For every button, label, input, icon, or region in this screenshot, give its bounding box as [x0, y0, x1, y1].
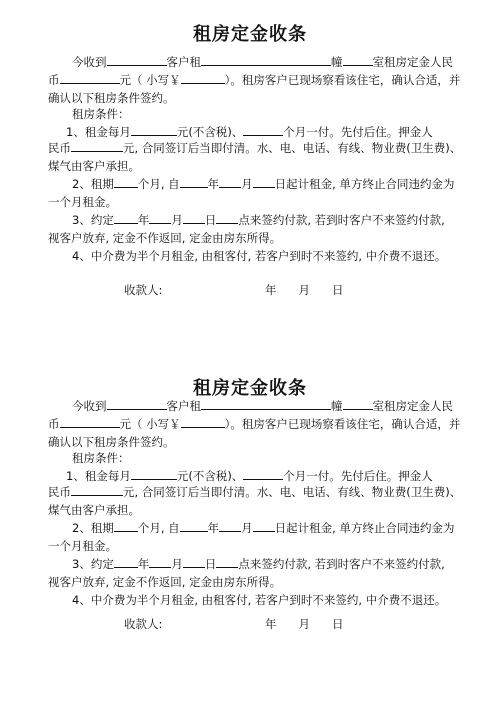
blank-months — [243, 124, 283, 136]
text: 年 — [207, 521, 220, 535]
blank-building — [343, 54, 373, 66]
blank-deposit — [71, 140, 123, 152]
line-utilities: 煤气由客户承担。 — [48, 159, 140, 173]
date-fields — [265, 282, 366, 298]
blank-appt-hour — [216, 556, 238, 568]
text: 月 — [241, 521, 253, 535]
text: 元（ 小写￥ — [119, 73, 181, 87]
text: 点来签约付款, 若到时客户不来签约付款, — [238, 557, 445, 571]
text: 幢 — [331, 55, 343, 69]
blank-start-month — [219, 520, 241, 532]
text: ）。租房客户已现场察看该住宅，确认合适，并 — [224, 417, 461, 431]
line-amount — [48, 72, 468, 88]
text: 1、租金每月 — [66, 469, 131, 483]
blank-rent — [131, 468, 177, 480]
text: 币 — [48, 417, 60, 431]
text: 个月一付。先付后住。押金人 — [283, 125, 433, 139]
text: 2、租期 — [72, 521, 114, 535]
text: 日起计租金, 单方终止合同违约金为 — [274, 521, 455, 535]
month-label: 月 — [298, 617, 310, 631]
blank-term-months — [114, 520, 138, 532]
blank-start-day — [253, 520, 275, 532]
blank-term-months — [114, 176, 138, 188]
line-term — [72, 176, 492, 192]
text: 年 — [207, 177, 220, 191]
payee-label: 收款人: — [124, 617, 163, 631]
payee-label: 收款人: — [124, 283, 163, 297]
blank-amount-figures — [181, 416, 225, 428]
blank-property — [201, 398, 331, 410]
blank-amount-figures — [181, 72, 225, 84]
blank-appt-month — [149, 212, 171, 224]
day-label: 日 — [332, 617, 344, 631]
blank-appt-hour — [216, 212, 238, 224]
text: 元（ 小写￥ — [119, 417, 181, 431]
blank-amount-words — [60, 416, 120, 428]
blank-appt-year — [114, 212, 138, 224]
text: 日 — [204, 557, 217, 571]
text: 日 — [204, 213, 217, 227]
blank-start-day — [253, 176, 275, 188]
blank-customer — [107, 398, 167, 410]
text: 幢 — [331, 399, 343, 413]
text: 月 — [171, 557, 183, 571]
blank-amount-words — [60, 72, 120, 84]
blank-appt-day — [183, 556, 205, 568]
line-received — [72, 54, 492, 70]
text: 民币 — [48, 141, 71, 155]
text: 室租房定金人民 — [372, 399, 453, 413]
receipt-bottom — [0, 354, 500, 708]
text: 币 — [48, 73, 60, 87]
text: 个月, 自 — [137, 177, 180, 191]
text: 年 — [137, 557, 150, 571]
text: 月 — [241, 177, 253, 191]
year-label: 年 — [265, 617, 277, 631]
blank-start-year — [180, 176, 208, 188]
blank-months — [243, 468, 283, 480]
line-agency-fee: 4、中介费为半个月租金, 由租客付, 若客户到时不来签约, 中介费不退还。 — [72, 249, 447, 263]
line-forfeit: 视客户放弃, 定金不作返回, 定金由房东所得。 — [48, 575, 282, 589]
text: 元, 合同签订后当即付清。水、电、电话、有线、物业费(卫生费)、 — [123, 485, 462, 499]
day-label: 日 — [332, 283, 344, 297]
blank-appt-day — [183, 212, 205, 224]
line-term — [72, 520, 492, 536]
line-rent — [66, 468, 486, 484]
line-forfeit: 视客户放弃, 定金不作返回, 定金由房东所得。 — [48, 231, 282, 245]
text: 元, 合同签订后当即付清。水、电、电话、有线、物业费(卫生费)、 — [123, 141, 462, 155]
text: 个月一付。先付后住。押金人 — [283, 469, 433, 483]
line-confirm: 确认以下租房条件签约。 — [48, 91, 175, 105]
line-penalty: 一个月租金。 — [48, 195, 117, 209]
text: 年 — [137, 213, 150, 227]
line-rent — [66, 124, 486, 140]
year-label: 年 — [265, 283, 277, 297]
text: 元(不含税)、 — [176, 469, 244, 483]
blank-building — [343, 398, 373, 410]
blank-customer — [107, 54, 167, 66]
line-conditions-heading: 租房条件： — [72, 451, 130, 465]
line-deposit — [48, 484, 468, 500]
text: 今收到 — [72, 399, 107, 413]
text: 今收到 — [72, 55, 107, 69]
line-conditions-heading: 租房条件： — [72, 107, 130, 121]
blank-start-year — [180, 520, 208, 532]
blank-appt-year — [114, 556, 138, 568]
receipt-title: 租房定金收条 — [193, 378, 307, 399]
text: 个月, 自 — [137, 521, 180, 535]
line-agency-fee: 4、中介费为半个月租金, 由租客付, 若客户到时不来签约, 中介费不退还。 — [72, 593, 447, 607]
blank-start-month — [219, 176, 241, 188]
text: 月 — [171, 213, 183, 227]
line-penalty: 一个月租金。 — [48, 539, 117, 553]
line-received — [72, 398, 492, 414]
blank-appt-month — [149, 556, 171, 568]
text: 1、租金每月 — [66, 125, 131, 139]
text: 民币 — [48, 485, 71, 499]
line-appointment — [72, 212, 492, 228]
line-amount — [48, 416, 468, 432]
text: 2、租期 — [72, 177, 114, 191]
blank-rent — [131, 124, 177, 136]
text: ）。租房客户已现场察看该住宅，确认合适，并 — [224, 73, 461, 87]
line-utilities: 煤气由客户承担。 — [48, 503, 140, 517]
line-confirm: 确认以下租房条件签约。 — [48, 435, 175, 449]
text: 日起计租金, 单方终止合同违约金为 — [274, 177, 455, 191]
line-appointment — [72, 556, 492, 572]
text: 3、约定 — [72, 213, 114, 227]
text: 元(不含税)、 — [176, 125, 244, 139]
line-deposit — [48, 140, 468, 156]
blank-deposit — [71, 484, 123, 496]
text: 3、约定 — [72, 557, 114, 571]
receipt-title: 租房定金收条 — [193, 24, 307, 45]
blank-property — [201, 54, 331, 66]
date-fields — [265, 616, 366, 632]
text: 客户租 — [166, 55, 201, 69]
text: 点来签约付款, 若到时客户不来签约付款, — [238, 213, 445, 227]
month-label: 月 — [298, 283, 310, 297]
text: 室租房定金人民 — [372, 55, 453, 69]
text: 客户租 — [166, 399, 201, 413]
